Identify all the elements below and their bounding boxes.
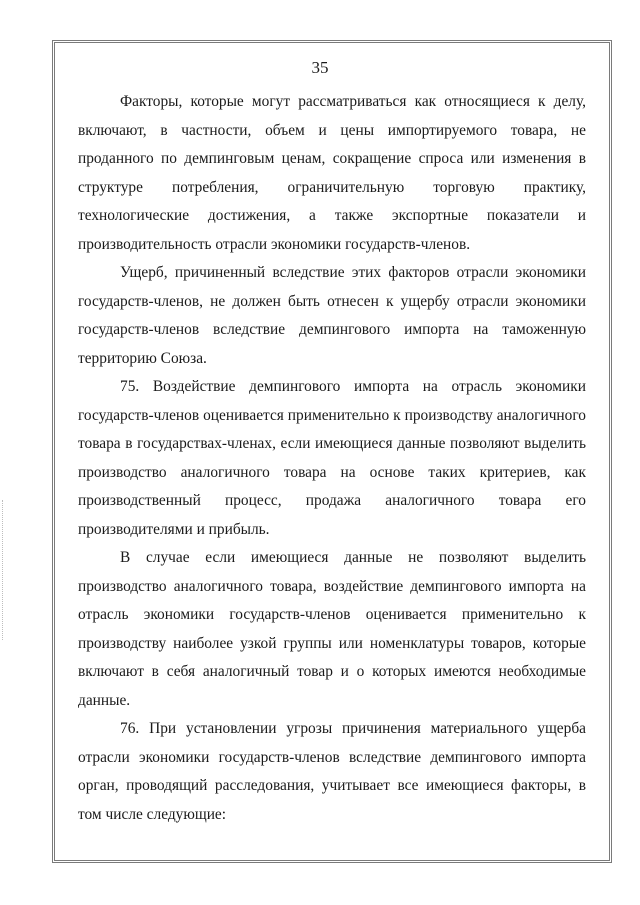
paragraph: 75. Воздействие демпингового импорта на отрасль экономики государств-членов оценивается применительно к производству аналогичного товара в государствах-членах, если имеющиеся данные позволяют выделить производство аналогичного товара на основе таких критериев, как производственный процесс, продажа аналогичного товара его производителями и прибыль. — [78, 378, 586, 538]
paragraph: В случае если имеющиеся данные не позволяют выделить производство аналогичного товара, воздействие демпингового импорта на отрасль экономики государств-членов оценивается применительно к производству наиболее узкой группы или номенклатуры товаров, которые включают в себя аналогичный товар и о которых имеются необходимые данные. — [78, 549, 586, 709]
scan-margin-marks — [2, 500, 9, 640]
page-number: 35 — [311, 58, 329, 77]
paragraph: Факторы, которые могут рассматриваться как относящиеся к делу, включают, в частности, объем и цены импортируемого товара, не проданного по демпинговым ценам, сокращение спроса или изменения в структуре потребления, ограничительную торговую практику, технологические достижения, а также экспортные показатели и производительность отрасли экономики государств-членов. — [78, 93, 586, 253]
document-body — [78, 88, 586, 829]
paragraph: Ущерб, причиненный вследствие этих факторов отрасли экономики государств-членов, не должен быть отнесен к ущербу отрасли экономики государств-членов вследствие демпингового импорта на таможенную территорию Союза. — [78, 264, 586, 367]
paragraph: 76. При установлении угрозы причинения материального ущерба отрасли экономики государств-членов вследствие демпингового импорта орган, проводящий расследования, учитывает все имеющиеся факторы, в том числе следующие: — [78, 720, 586, 823]
